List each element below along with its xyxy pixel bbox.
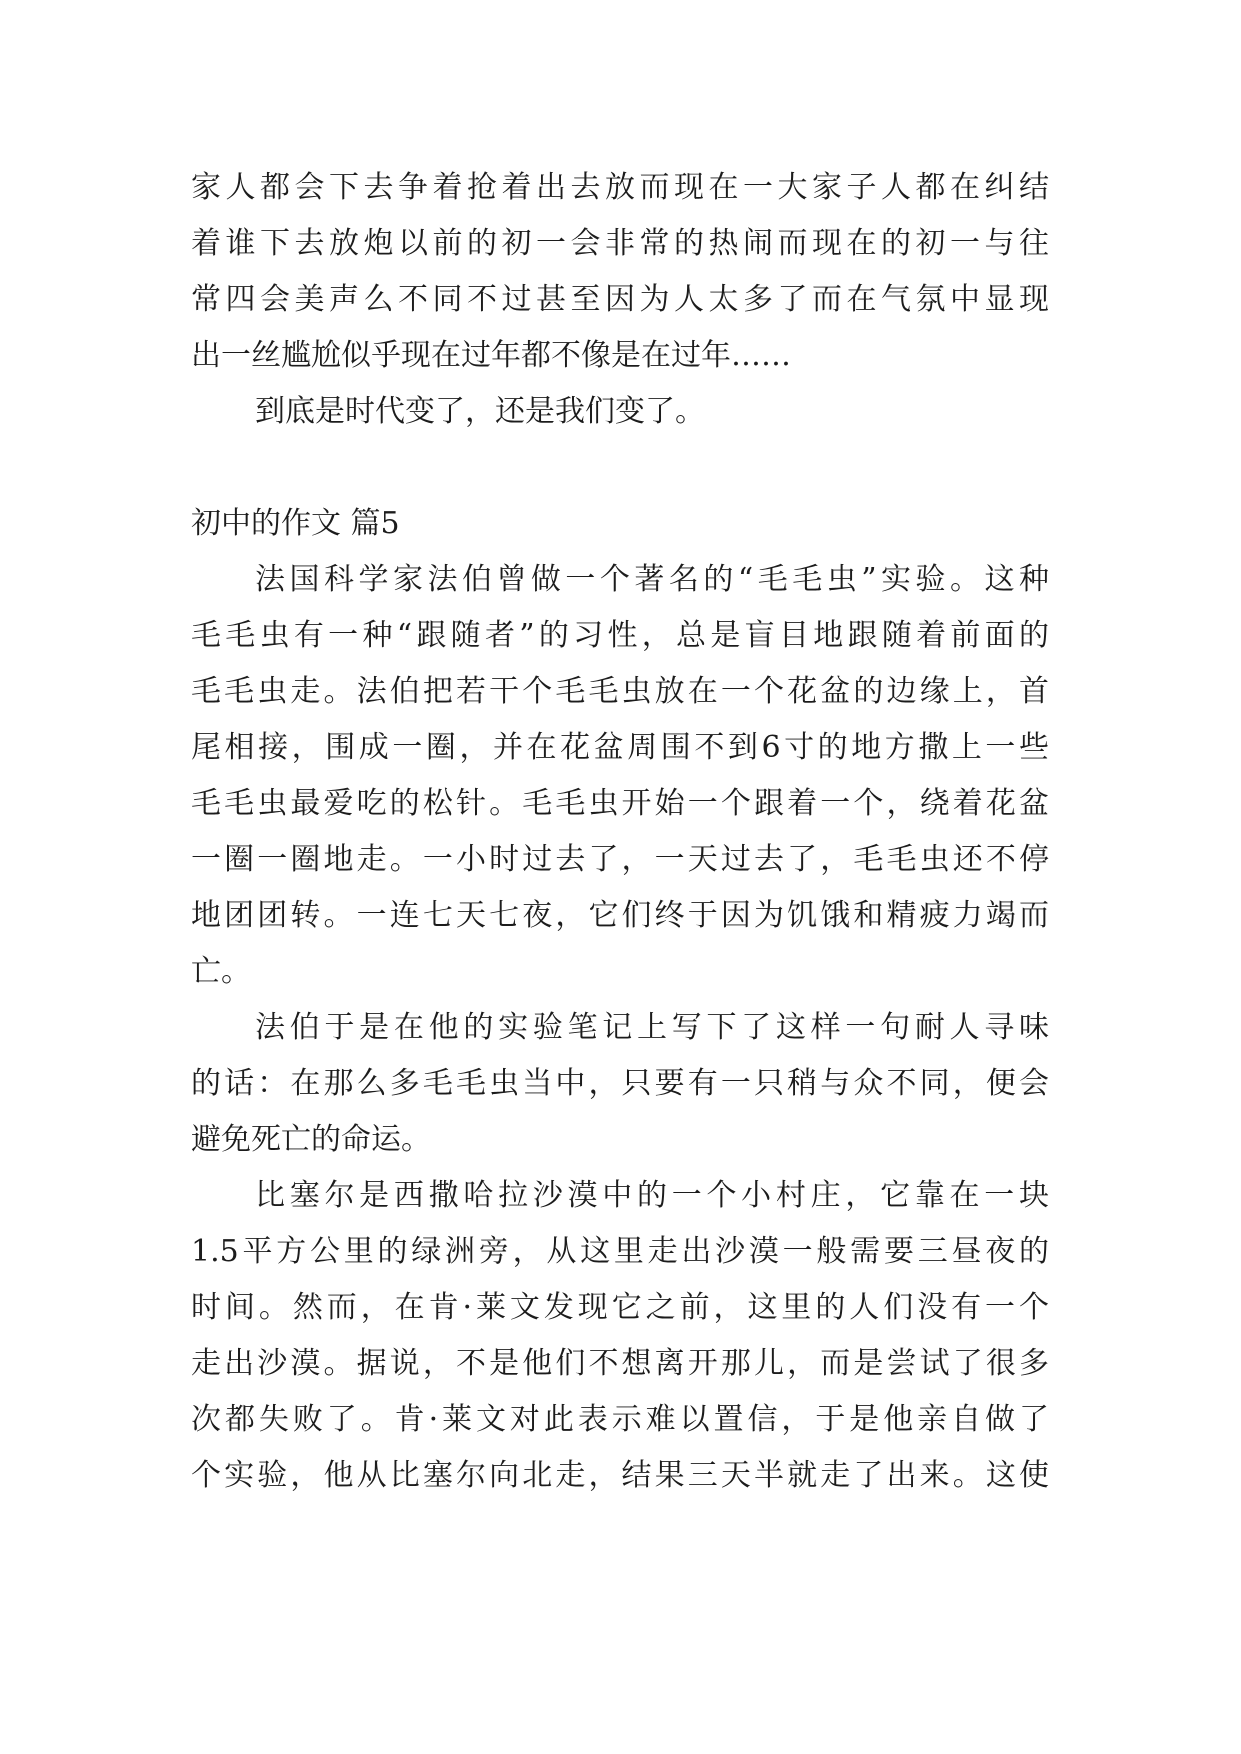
text-line: 地团团转。一连七天七夜，它们终于因为饥饿和精疲力竭而 (191, 898, 1049, 933)
text-line: 避免死亡的命运。 (191, 1122, 431, 1157)
text-line: 毛毛虫走。法伯把若干个毛毛虫放在一个花盆的边缘上，首 (191, 674, 1049, 709)
document-page (191, 160, 1049, 1504)
text-line: 常四会美声么不同不过甚至因为人太多了而在气氛中显现 (191, 282, 1049, 317)
text-line: 比塞尔是西撒哈拉沙漠中的一个小村庄，它靠在一块 (255, 1178, 1049, 1213)
text-line: 尾相接，围成一圈，并在花盆周围不到6寸的地方撒上一些 (191, 730, 1049, 765)
section-gap (191, 440, 1049, 496)
text-line: 次都失败了。肯·莱文对此表示难以置信，于是他亲自做了 (191, 1402, 1049, 1437)
paragraph-caterpillar-experiment (191, 552, 1049, 1000)
text-line: 时间。然而，在肯·莱文发现它之前，这里的人们没有一个 (191, 1290, 1049, 1325)
text-line: 走出沙漠。据说，不是他们不想离开那儿，而是尝试了很多 (191, 1346, 1049, 1381)
text-line: 毛毛虫最爱吃的松针。毛毛虫开始一个跟着一个，绕着花盆 (191, 786, 1049, 821)
text-line: 出一丝尴尬似乎现在过年都不像是在过年…… (191, 338, 791, 373)
text-line: 法伯于是在他的实验笔记上写下了这样一句耐人寻味 (255, 1010, 1049, 1045)
text-line: 1.5平方公里的绿洲旁，从这里走出沙漠一般需要三昼夜的 (191, 1234, 1049, 1269)
text-line: 一圈一圈地走。一小时过去了，一天过去了，毛毛虫还不停 (191, 842, 1049, 877)
text-line: 亡。 (191, 954, 251, 989)
text-line: 个实验，他从比塞尔向北走，结果三天半就走了出来。这使 (191, 1458, 1049, 1493)
closing-paragraph (191, 384, 1049, 440)
paragraph-bisser-village (191, 1168, 1049, 1504)
text-line: 法国科学家法伯曾做一个著名的“毛毛虫”实验。这种 (255, 562, 1049, 597)
text-line: 毛毛虫有一种“跟随者”的习性，总是盲目地跟随着前面的 (191, 618, 1049, 653)
text-line: 家人都会下去争着抢着出去放而现在一大家子人都在纠结 (191, 170, 1049, 205)
paragraph-fabre-notes (191, 1000, 1049, 1168)
text-line: 着谁下去放炮以前的初一会非常的热闹而现在的初一与往 (191, 226, 1049, 261)
text-line: 到底是时代变了，还是我们变了。 (255, 394, 705, 429)
section-title: 初中的作文 篇5 (191, 506, 400, 541)
continuation-paragraph (191, 160, 1049, 384)
text-line: 的话：在那么多毛毛虫当中，只要有一只稍与众不同，便会 (191, 1066, 1049, 1101)
